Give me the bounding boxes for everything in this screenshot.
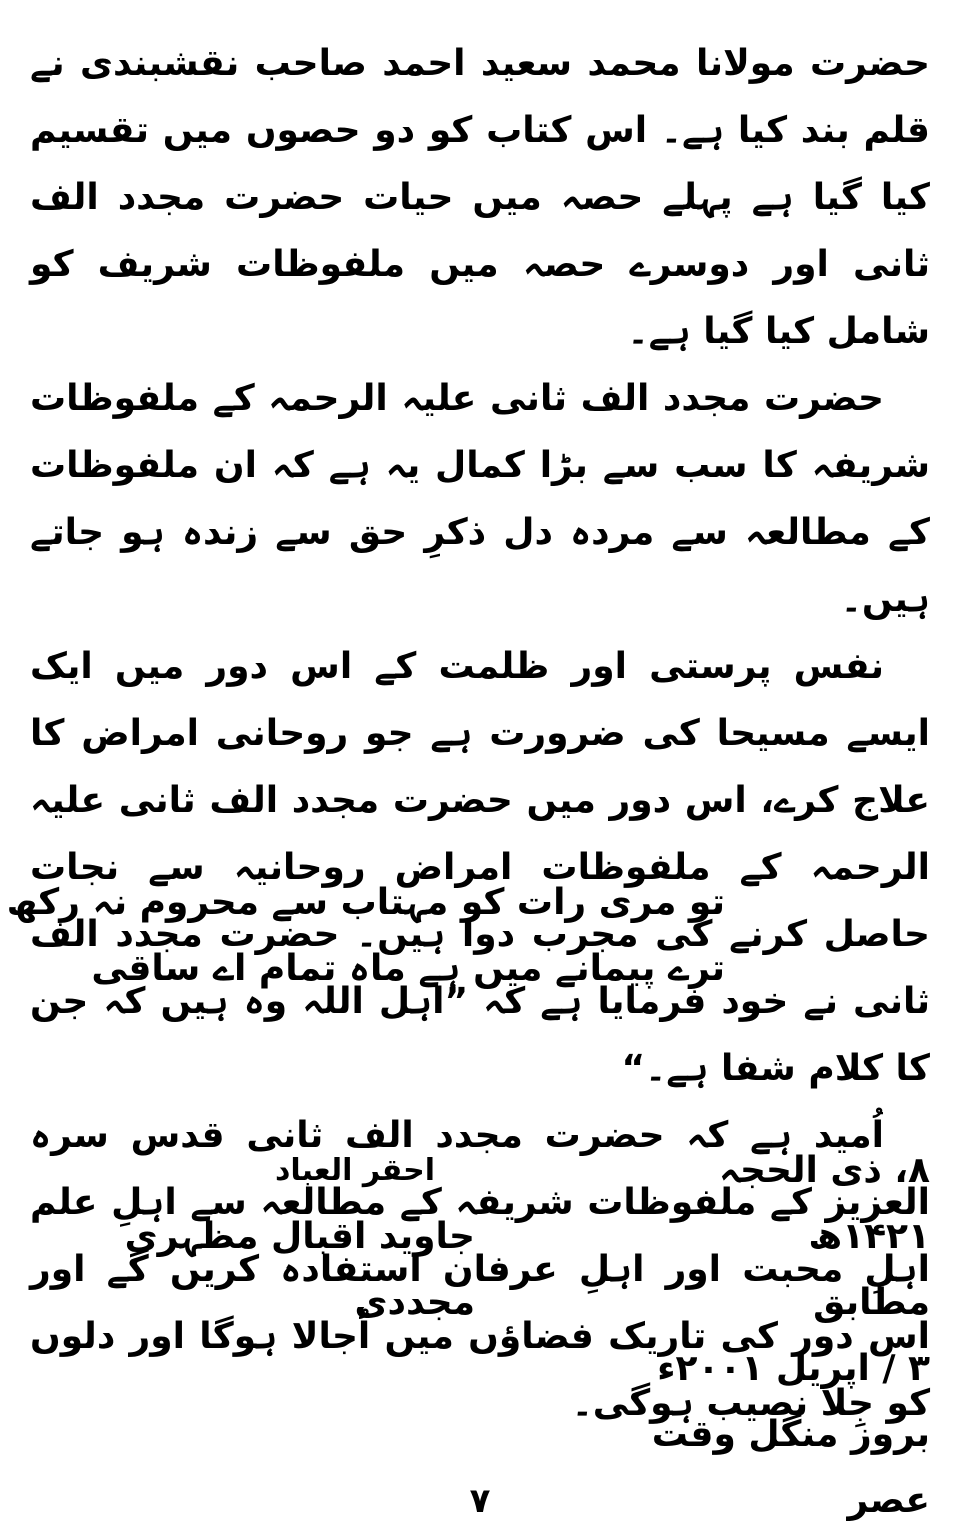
corresponds-label: مطابق: [813, 1282, 930, 1323]
paragraph-masiha: نفس پرستی اور ظلمت کے اس دور میں ایک ایسے مسیحا کی ضرورت ہے جو روحانی امراض کا علاج کرے، اس دور میں حضرت مجدد الف ثانی علیہ الرحمہ کے ملفوظات امراض روحانیہ سے نجات حاصل کرنے کی مجرب دوا ہیں۔ حضرت مجدد الف ثانی نے خود فرمایا ہے کہ ”اہل اللہ وہ ہیں کہ جن کا کلام شفا ہے۔“: [30, 646, 930, 1089]
paragraph-intro: حضرت مولانا محمد سعید احمد صاحب نقشبندی نے قلم بند کیا ہے۔ اس کتاب کو دو حصوں میں تقسیم کیا گیا ہے پہلے حصہ میں حیات حضرت مجدد الف ثانی اور دوسرے حصہ میں ملفوظات شریف کو شامل کیا گیا ہے۔: [30, 43, 930, 352]
gregorian-date: ۳ / اپریل ۲۰۰۱ء: [657, 1348, 930, 1389]
paragraph-malfuzat-kamal: حضرت مجدد الف ثانی علیہ الرحمہ کے ملفوظات شریفہ کا سب سے بڑا کمال یہ ہے کہ ان ملفوظات کے مطالعہ سے مردہ دل ذکرِ حق سے زندہ ہو جاتے ہیں۔: [30, 378, 930, 620]
signature-block: [95, 1138, 475, 1336]
hijri-date: ۸، ذی الحجہ ۱۴۲۱ھ: [718, 1150, 930, 1257]
couplet-line-1: تو مری رات کو مہتاب سے محروم نہ رکھ: [6, 882, 725, 923]
day-time: بروز منگل وقت عصر: [651, 1414, 930, 1521]
paragraph-umeed: اُمید ہے کہ حضرت مجدد الف ثانی قدس سرہ العزیز کے ملفوظات شریفہ کے مطالعہ سے اہلِ علم اہلِ محبت اور اہلِ عرفان استفادہ کریں گے اور اس دور کی تاریک فضاؤں میں اُجالا ہوگا اور دلوں کو جِلا نصیب ہوگی۔: [30, 1115, 930, 1424]
poetry-couplet: [7, 870, 725, 1002]
couplet-line-2: ترے پیمانے میں ہے ماہ تمام اے ساقی: [91, 948, 725, 989]
date-block: [590, 1138, 930, 1534]
page-number: ۷: [469, 1481, 491, 1521]
signature-name: جاوید اقبال مظہری مجددی: [124, 1216, 475, 1323]
signature-title: احقر العباد: [275, 1153, 435, 1188]
